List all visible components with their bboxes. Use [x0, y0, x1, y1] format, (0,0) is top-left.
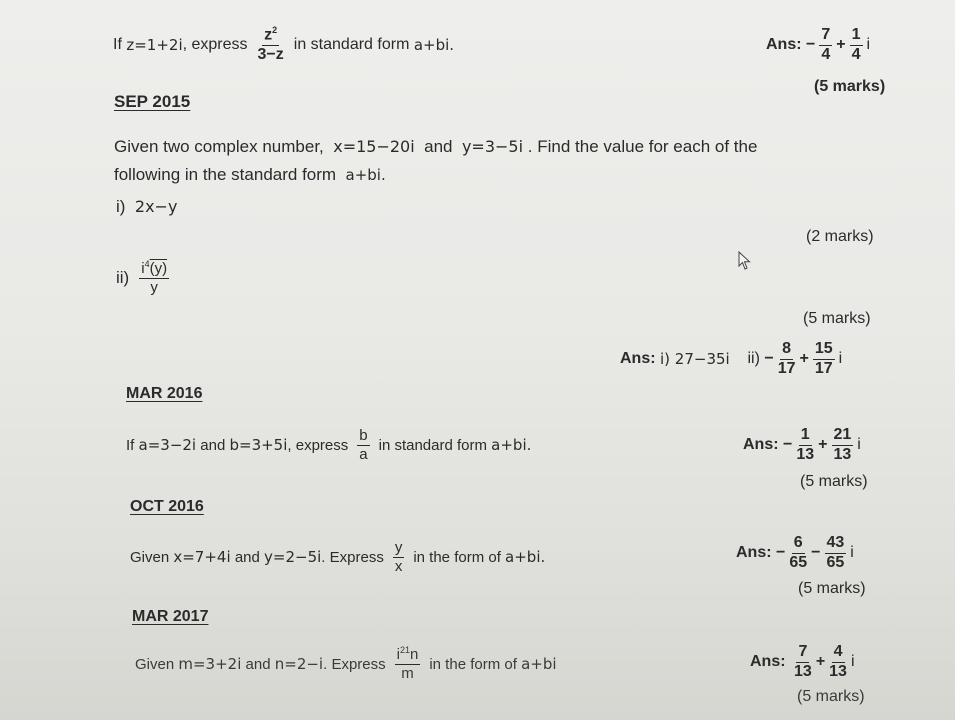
oct2016-y: y=2−5i — [264, 548, 322, 566]
sep2015-ans-n2: 15 — [813, 341, 835, 360]
mar2016-suffix: in standard form — [378, 436, 487, 454]
mar2016-frac-num: b — [359, 426, 368, 444]
oct2016-frac-num: y — [394, 538, 403, 556]
mar2016-and: and — [200, 436, 226, 454]
oct2016-ans-d2: 65 — [826, 553, 845, 571]
q1-ans-label: Ans: — [766, 36, 802, 53]
mar2017-ans-d2: 13 — [829, 662, 847, 680]
mar2016-heading: MAR 2016 — [126, 385, 203, 402]
mar2016-marks: (5 marks) — [800, 473, 868, 490]
sep2015-marks2: (5 marks) — [803, 310, 871, 327]
mar2016-mid: , express — [287, 436, 349, 454]
mar2017-n: n=2−i — [274, 655, 324, 673]
oct2016-ans-unit: i — [850, 544, 854, 561]
sep2015-answer — [620, 334, 842, 384]
q1-form: a+bi. — [413, 36, 455, 54]
oct2016-fraction — [393, 540, 405, 575]
mar2017-suffix: in the form of — [429, 655, 517, 673]
mar2016-ans-d2: 13 — [833, 445, 852, 463]
sep2015-ans-ii-label: ii) — [747, 350, 760, 367]
mar2016-prefix: If — [126, 436, 135, 454]
q1-ans-sign1: − — [806, 36, 816, 53]
sep2015-part2-den: y — [150, 279, 158, 296]
oct2016-ans-sign2: − — [811, 544, 821, 561]
q1-ans-frac1 — [819, 27, 832, 64]
mar2016-frac-den: a — [359, 445, 368, 463]
mar2016-b: b=3+5i — [229, 436, 288, 454]
mar2016-answer — [743, 419, 861, 471]
sep2015-ans-sign1: − — [764, 350, 774, 367]
mar2017-frac-num-rest: n — [410, 646, 419, 664]
mar2016-a: a=3−2i — [138, 436, 197, 454]
oct2016-ans-n1: 6 — [792, 535, 805, 554]
mar2016-ans-unit: i — [857, 436, 861, 453]
mar2016-fraction — [357, 428, 369, 463]
mar2017-marks: (5 marks) — [797, 688, 865, 705]
sep2015-and: and — [424, 137, 453, 156]
mar2017-answer — [750, 636, 855, 688]
mar2016-ans-d1: 13 — [796, 445, 815, 463]
oct2016-ans-frac2 — [825, 535, 847, 572]
sep2015-part1-label: i) — [116, 197, 126, 216]
sep2015-form: a+bi. — [345, 166, 386, 184]
oct2016-marks: (5 marks) — [798, 580, 866, 597]
oct2016-ans-label: Ans: — [736, 544, 772, 561]
sep2015-line1b: . Find the value for each of the — [527, 137, 758, 156]
mar2016-ans-frac1 — [796, 427, 814, 464]
sep2015-ans-frac1 — [778, 341, 796, 378]
oct2016-form: a+bi. — [505, 548, 546, 566]
mar2016-question — [126, 420, 531, 470]
oct2016-ans-sign1: − — [776, 544, 786, 561]
oct2016-answer — [736, 527, 854, 579]
sep2015-part2 — [116, 252, 173, 304]
sep2015-y: y=3−5i — [461, 137, 524, 156]
oct2016-prefix: Given — [130, 548, 170, 566]
mar2016-ans-label: Ans: — [743, 436, 779, 453]
mar2017-ans-frac2 — [829, 644, 847, 681]
mar2016-ans-n1: 1 — [799, 427, 812, 446]
sep2015-part2-label: ii) — [116, 268, 130, 287]
q1-question — [113, 22, 454, 68]
q1-ans-frac2 — [850, 27, 863, 64]
sep2015-marks1: (2 marks) — [806, 228, 874, 245]
oct2016-x: x=7+4i — [173, 548, 231, 566]
oct2016-frac-den: x — [394, 557, 403, 575]
mar2017-fraction — [395, 646, 421, 682]
mar2016-form: a+bi. — [491, 436, 532, 454]
sep2015-ans-d2: 17 — [814, 359, 833, 377]
q1-prefix: If — [113, 36, 122, 53]
mar2017-ans-unit: i — [850, 653, 855, 670]
q1-ans-d1: 4 — [821, 45, 831, 63]
q1-answer — [766, 20, 870, 70]
sep2015-heading: SEP 2015 — [114, 92, 191, 111]
sep2015-line2-text: following in the standard form — [114, 165, 337, 184]
mar2017-mid: . Express — [323, 655, 386, 673]
oct2016-suffix: in the form of — [413, 548, 501, 566]
mar2017-frac-den: m — [401, 665, 414, 682]
q1-ans-d2: 4 — [851, 45, 861, 63]
sep2015-line2 — [114, 165, 386, 185]
mar2017-and: and — [245, 655, 271, 673]
sep2015-line1 — [114, 137, 757, 157]
mar2017-question — [135, 638, 557, 690]
sep2015-ans-d1: 17 — [777, 359, 796, 377]
mar2017-ans-label: Ans: — [750, 653, 786, 670]
sep2015-part2-num-base: i — [141, 260, 145, 278]
q1-fraction — [258, 26, 284, 64]
mar2017-heading: MAR 2017 — [132, 608, 209, 625]
sep2015-ans-sign2: + — [799, 350, 809, 367]
mar2017-ans-d1: 13 — [794, 662, 812, 680]
oct2016-ans-d1: 65 — [789, 553, 808, 571]
q1-condition: z=1+2i — [126, 36, 183, 54]
sep2015-part2-fraction — [139, 260, 169, 296]
q1-ans-sign2: + — [836, 36, 846, 53]
q1-frac-den: 3−z — [257, 46, 284, 64]
q1-marks: (5 marks) — [814, 78, 886, 95]
q1-ans-i: i — [866, 36, 871, 53]
mar2017-prefix: Given — [135, 655, 175, 673]
q1-ans-n1: 7 — [819, 27, 832, 46]
oct2016-ans-n2: 43 — [825, 535, 847, 554]
q1-frac-sup: 2 — [272, 25, 278, 36]
mar2017-m: m=3+2i — [178, 655, 242, 673]
sep2015-ans-unit: i — [838, 350, 843, 367]
q1-mid: , express — [182, 36, 248, 53]
sep2015-x: x=15−20i — [333, 137, 415, 156]
sep2015-part2-num-sup: 4 — [144, 259, 150, 270]
sep2015-part1 — [116, 197, 177, 217]
mouse-cursor-icon — [738, 251, 752, 271]
sep2015-part1-expr: 2x−y — [134, 197, 178, 216]
mar2016-ans-n2: 21 — [832, 427, 854, 446]
oct2016-heading: OCT 2016 — [130, 498, 204, 515]
oct2016-ans-frac1 — [789, 535, 807, 572]
sep2015-line1a: Given two complex number, — [114, 137, 324, 156]
sep2015-ans-i: i) 27−35i — [660, 350, 730, 368]
mar2017-ans-sign2: + — [815, 653, 826, 670]
q1-frac-num: z — [264, 26, 273, 44]
oct2016-and: and — [234, 548, 260, 566]
mar2016-ans-sign2: + — [818, 436, 828, 453]
mar2017-ans-n2: 4 — [832, 644, 845, 663]
sep2015-part2-num-rest: (y) — [149, 260, 168, 278]
mar2017-frac-num-base: i — [396, 646, 400, 664]
mar2017-frac-num-sup: 21 — [399, 645, 410, 656]
sep2015-ans-label: Ans: — [620, 350, 656, 367]
oct2016-question — [130, 532, 545, 582]
q1-suffix: in standard form — [293, 36, 410, 53]
mar2016-ans-frac2 — [832, 427, 854, 464]
q1-ans-n2: 1 — [850, 27, 863, 46]
sep2015-ans-n1: 8 — [780, 341, 793, 360]
mar2017-form: a+bi — [521, 655, 557, 673]
mar2016-ans-sign1: − — [783, 436, 793, 453]
sep2015-ans-frac2 — [813, 341, 835, 378]
mar2017-ans-frac1 — [794, 644, 812, 681]
oct2016-mid: . Express — [321, 548, 384, 566]
mar2017-ans-n1: 7 — [796, 644, 809, 663]
